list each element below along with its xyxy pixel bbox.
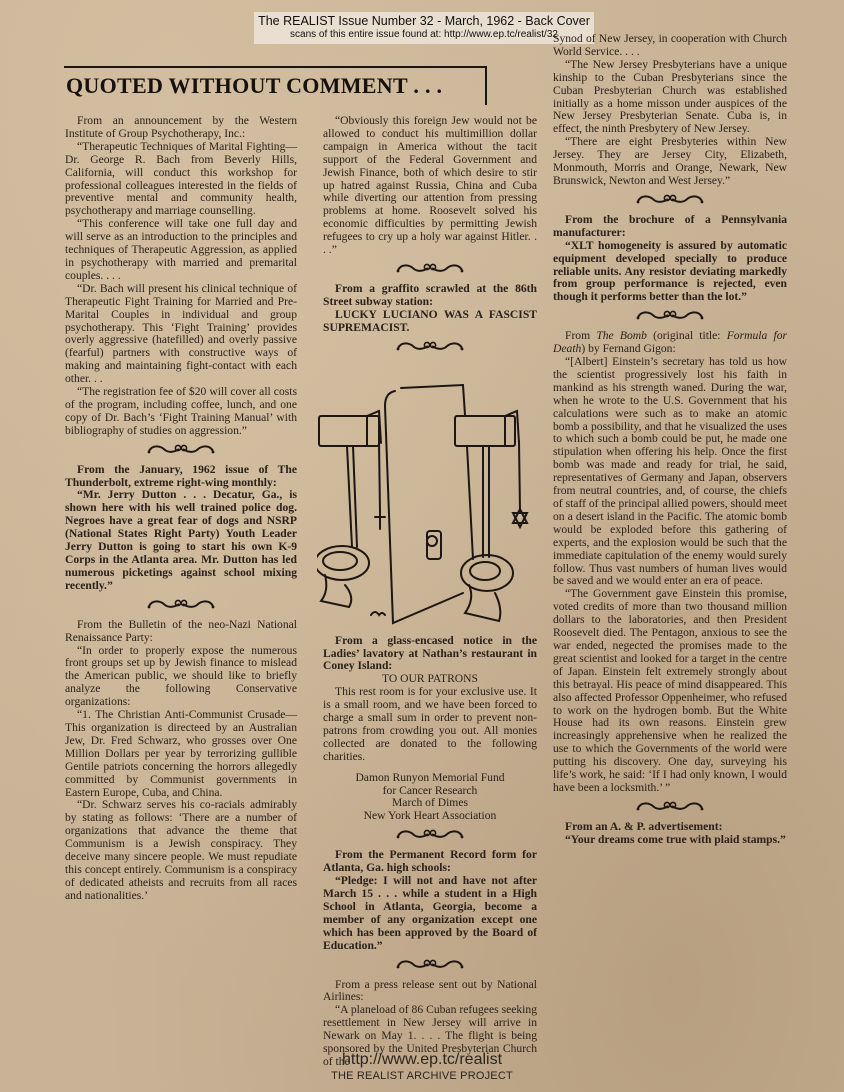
column-2 — [323, 115, 537, 1069]
intro-graffito: From a graffito scrawled at the 86th Street subway station: — [323, 281, 537, 308]
quote-airlines-cont-1: Synod of New Jersey, in cooperation with Church World Service. . . . — [553, 32, 787, 58]
footer-url[interactable]: http://www.ep.tc/realist — [341, 1051, 503, 1068]
notice-body: This rest room is for your exclusive use. It is a small room, and we have been forced to charge a small sum in order to prevent non-patrons from crowding you out. All monies collected are donated to the following charities. — [323, 685, 537, 763]
intro-brochure: From the brochure of a Pennsylvania manufacturer: — [553, 212, 787, 239]
quote-bomb-1: “[Albert] Einstein’s secretary has told us how the scientist progressively lost his faith in mankind as his strength waned. During the war, when he wrote to the U.S. Government that his calculations were such as to make an atomic bomb a possibility, and that he visualized the uses to which such a bomb could be put, he made one stipulation when offering his help. Once the first bomb was made and ready for trial, he said, representatives of Germany and Japan, observers from neutral countries, and, of course, the chiefs of staff of the principal allied powers, should meet on a desert island in the Pacific. The atomic bomb would be exploded before this gathering of experts, and the explosion would be such that the immediate capitulation of the enemy would surely follow. Thus vast numbers of human lives would be saved and we would enter an era of peace. — [553, 355, 787, 588]
book-title: The Bomb — [596, 329, 647, 343]
quote-bomb-2: “The Government gave Einstein this promise, voted credits of more than two thousand million dollars to the laboratories, and then President Roosevelt died. The Pentagon, anxious to see the war ended, negected the promises made to the great scientist and looked for a target in the centre of Japan. Einstein felt extremely strongly about this betrayal. His peace of mind disappeared. This also affected Professor Oppenheimer, who refused to work on the hydrogen bomb. But the White House had its own reasons. Einstein grew increasingly apprehensive when he realized the use to which the Governments of the world were putting his discovery. One day, surveying his life’s work, he said: ‘If I had only known, I would have been a locksmith.’ ” — [553, 587, 787, 794]
column-3 — [553, 33, 787, 847]
intro-pledge: From the Permanent Record form for Atlanta, Ga. high schools: — [323, 848, 537, 875]
footer-project: THE REALIST ARCHIVE PROJECT — [331, 1070, 513, 1082]
intro-bulletin: From the Bulletin of the neo-Nazi National Renaissance Party: — [65, 617, 297, 644]
charity-item: Damon Runyon Memorial Fund — [355, 770, 505, 784]
intro-bomb-suffix: ) by Fernand Gigon: — [581, 342, 676, 356]
ornament-divider-icon — [323, 261, 537, 277]
quote-airlines: “A planeload of 86 Cuban refugees seeking resettlement in New Jersey will arrive in Newark on May 1. . . . The flight is being sponsored by the United Presbyterian Church of the — [323, 1003, 537, 1068]
quote-airlines-cont-2: “The New Jersey Presbyterians have a unique kinship to the Cuban Presbyterians since the Cuban Presbyterian Church was established initially as a home misson under auspices of the New Jersey Presbyterian Senate. Cuba is, in effect, the ninth Presbytery of New Jersey. — [553, 57, 787, 136]
notice-heading: TO OUR PATRONS — [382, 672, 478, 686]
intro-thunderbolt: From the January, 1962 issue of The Thunderbolt, extreme right-wing monthly: — [65, 462, 297, 489]
quote-brochure: “XLT homogeneity is assured by automatic equipment developed specially to produce reliable units. Any resistor deviating markedly from group performance is rejected, even though it performs better than the lot.” — [553, 238, 787, 304]
quote-bulletin-1: “In order to properly expose the numerous front groups set up by Jewish finance to mislead the American public, we should like to briefly analyze the following Conservative organizations: — [65, 643, 297, 709]
quote-bulletin-3: “Dr. Schwarz serves his co-racials admirably by stating as follows: ‘There are a number of organizations that advance the theme that Communism is a Jewish conspiracy. They deceive many sincere people. We must repudiate this concept entirely. Communism is a conspiracy of dedicated atheists and recruits from all races and nationalities.’ — [65, 798, 297, 902]
quote-bulletin-2: “1. The Christian Anti-Communist Crusade—This organization is directeed by an Australian Jew, Dr. Fred Schwarz, who grosses over One Million Dollars per year by terrorizing gullible Gentile patriots concerning the horrors allegedly committed by Communist governments in Eastern Europe, Cuba, and China. — [65, 708, 297, 799]
quote-group-therapy-1: “Therapeutic Techniques of Marital Fighting—Dr. George R. Bach from Beverly Hills, California, will conduct this workshop for professional colleagues interested in the fields of preventive mental and community health, psychotherapy and marriage counselling. — [65, 139, 297, 218]
quote-group-therapy-2: “This conference will take one full day and will serve as an introduction to the principles and techniques of Therapeutic Aggression, as applied in psychotherapy with married and premarital couples. . . . — [65, 217, 297, 282]
quote-ad: “Your dreams come true with plaid stamps.” — [565, 832, 786, 846]
quote-bulletin-4: “Obviously this foreign Jew would not be allowed to conduct his multimillion dollar campaign in America without the tacit support of the Federal Government and Jewish Finance, both of which desire to stir up hatred against Russia, China and Cuba while diverting our attention from pressing problems at home. Roosevelt solved his economic difficulties by permitting Jewish refugees to cry up a holy war against Hitler. . . .” — [323, 114, 537, 257]
quote-thunderbolt: “Mr. Jerry Dutton . . . Decatur, Ga., is shown here with his well trained police dog. Negroes have a great fear of dogs and NSRP (National States Right Party) Youth Leader Jerry Dutton is going to start his own K-9 Corps in the Atlanta area. Mr. Dutton has led numerous picketings against school mixing recently.” — [65, 488, 297, 592]
quote-group-therapy-4: “The registration fee of $20 will cover all costs of the program, including coffee, lunch, and one copy of Dr. Bach’s ‘Fight Training Manual’ with bibliography of studies on aggression.” — [65, 385, 297, 437]
ornament-divider-icon — [553, 308, 787, 324]
charity-item: New York Heart Association — [363, 809, 497, 823]
quote-graffito: LUCKY LUCIANO WAS A FASCIST SUPREMACIST. — [323, 307, 537, 334]
ornament-divider-icon — [553, 192, 787, 208]
intro-group-therapy: From an announcement by the Western Institute of Group Psychotherapy, Inc.: — [65, 114, 297, 140]
intro-bomb-mid: (original title: — [646, 329, 727, 343]
ornament-divider-icon — [323, 827, 537, 843]
intro-ad: From an A. & P. advertisement: — [565, 819, 723, 833]
ornament-divider-icon — [323, 339, 537, 355]
ornament-divider-icon — [65, 442, 297, 458]
banner-title: The REALIST Issue Number 32 - March, 1962 - Back Cover — [258, 14, 590, 28]
quote-pledge: “Pledge: I will not and have not after March 15 . . . while a student in a High School in Atlanta, Georgia, become a member of any organization except one which has been approved by the Board of Education.” — [323, 874, 537, 952]
title-rule-right — [485, 66, 487, 105]
intro-airlines: From a press release sent out by National Airlines: — [323, 977, 537, 1004]
book-original-title: Formula for Death — [553, 329, 787, 356]
quote-group-therapy-3: “Dr. Bach will present his clinical technique of Therapeutic Fight Training for Married and Pre-Marital Couples in individual and group psychotherapy. This ‘Fight Training’ provides overly aggressive (hatefilled) and overly passive (fearful) partners with constructive ways of making and maintaining fight-contact with each other. . . — [65, 281, 297, 386]
intro-bomb-prefix: From — [565, 329, 597, 343]
quote-airlines-cont-3: “There are eight Presbyteries within New Jersey. They are Jersey City, Elizabeth, Monmouth, Morris and Orange, Newark, New Brunswick, Newton and West Jersey.” — [553, 135, 787, 187]
charity-item: for Cancer Research — [382, 783, 478, 797]
toilet-cartoon-illustration — [317, 361, 543, 627]
title-rule — [64, 66, 486, 68]
ornament-divider-icon — [65, 597, 297, 613]
page-title: QUOTED WITHOUT COMMENT . . . — [66, 73, 443, 98]
intro-bomb — [553, 330, 787, 356]
ornament-divider-icon — [553, 799, 787, 815]
archive-banner — [254, 12, 594, 44]
column-1 — [65, 115, 297, 903]
banner-subtitle[interactable]: scans of this entire issue found at: http://www.ep.tc/realist/32 — [290, 29, 558, 40]
intro-notice: From a glass-encased notice in the Ladies’ lavatory at Nathan’s restaurant in Coney Island: — [323, 633, 537, 673]
charity-item: March of Dimes — [392, 796, 468, 810]
ornament-divider-icon — [323, 957, 537, 973]
